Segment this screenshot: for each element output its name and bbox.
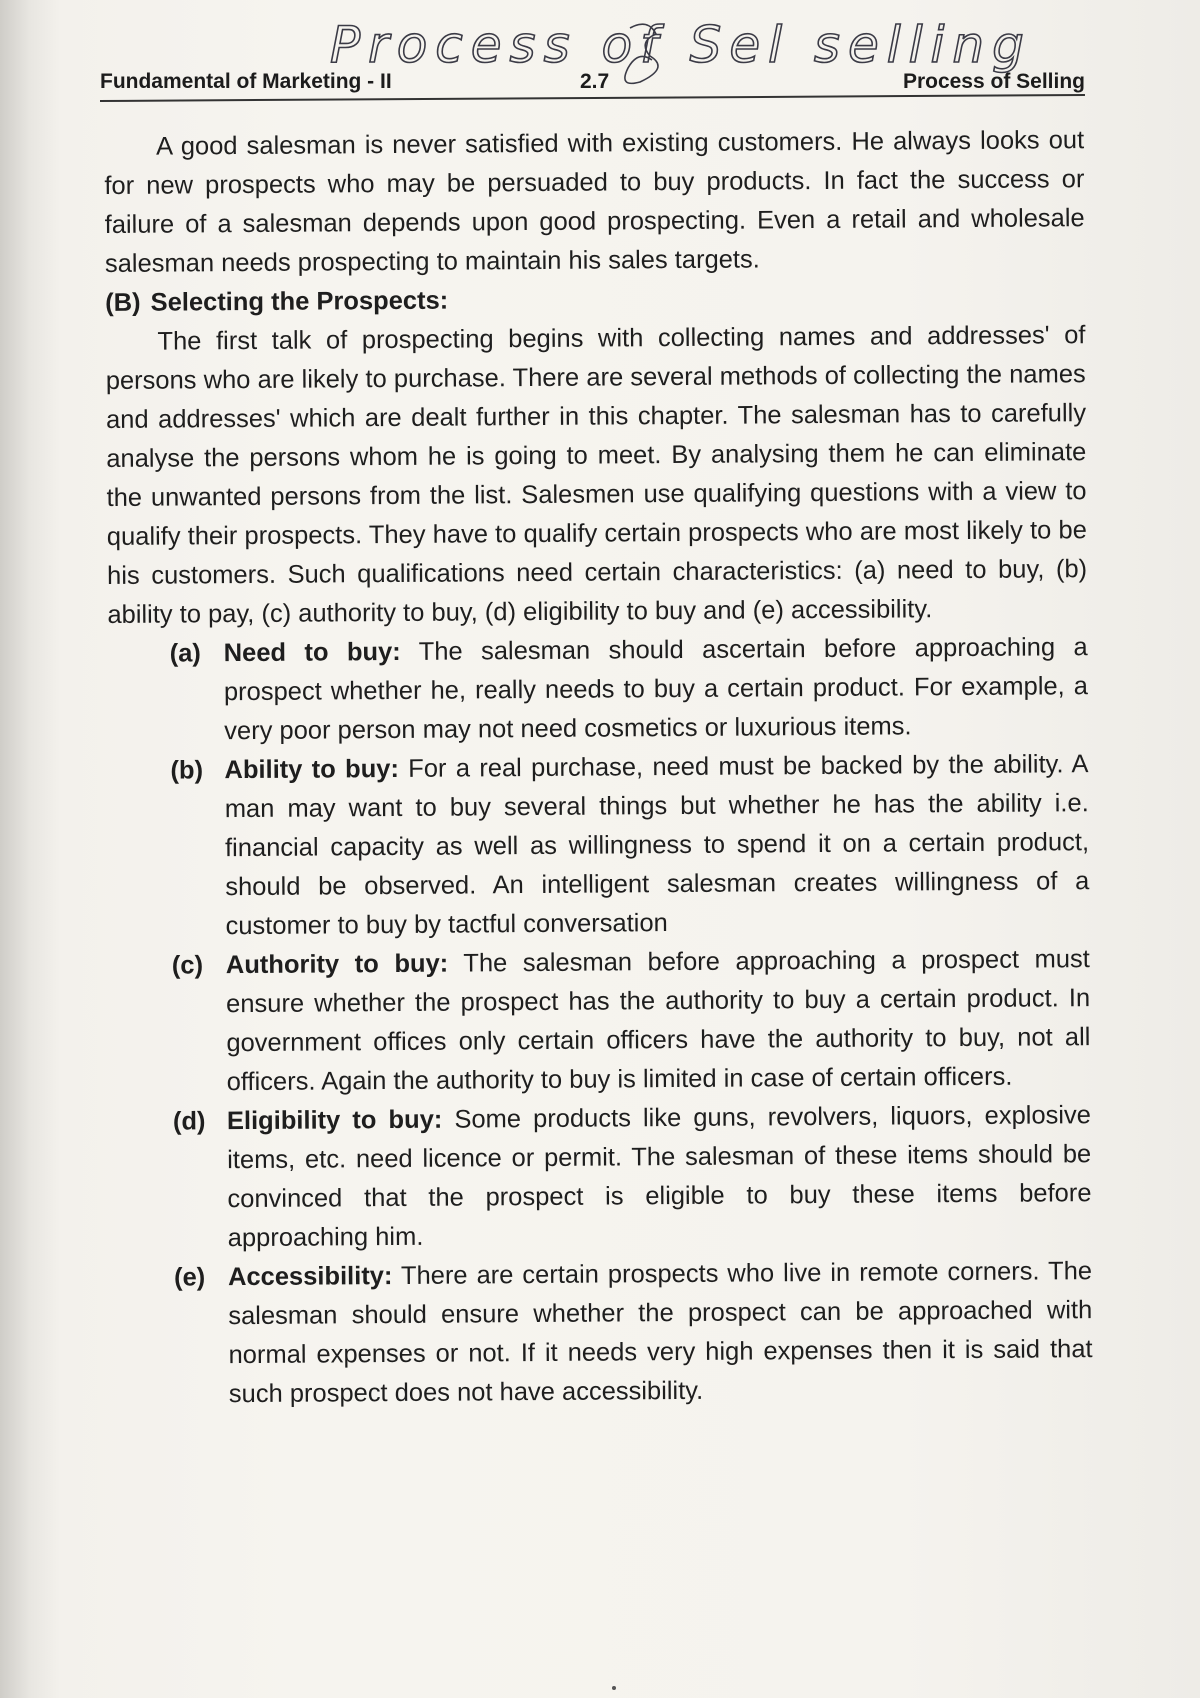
section-paragraph: The first talk of prospecting begins with collecting names and addresses' of persons who are likely to purchase. There are several methods of collecting the names and addresses' which are dealt further in this chapter. The salesman has to carefully analyse the persons whom he is going to meet. By analysing them he can eliminate the unwanted persons from the list. Salesmen use qualifying questions with a view to qualify their prospects. They have to qualify certain prospects who are most likely to be his customers. Such qualifications need certain characteristics: (a) need to buy, (b) ability to pay, (c) authority to buy, (d) eligibility to buy and (e) accessibility. bbox=[105, 321, 1088, 629]
list-item bbox=[108, 628, 1089, 752]
item-label: (e) bbox=[173, 1263, 206, 1292]
item-text: For a real purchase, need must be backed by the ability. A man may want to buy several things but whether he has the ability i.e. financial capacity as well as willingness to spend it on a certain product, should be observed. An intelligent salesman creates willingness of a customer to buy by tactful conversation bbox=[224, 750, 1090, 941]
item-term: Accessibility: bbox=[227, 1262, 393, 1292]
section-title: Selecting the Prospects: bbox=[150, 286, 449, 317]
item-label: (b) bbox=[170, 756, 204, 785]
intro-paragraph: A good salesman is never satisfied with existing customers. He always looks out for new prospects who may be persuaded to buy products. In fact the success or failure of a salesman depends upon good prospecting. Even a retail and wholesale salesman needs prospecting to maintain his sales targets. bbox=[104, 126, 1085, 278]
item-text: Some products like guns, revolvers, liquors, explosive items, etc. need licence or permit. The salesman of these items should be convinced that the prospect is eligible to buy these items before approaching him. bbox=[227, 1101, 1092, 1253]
item-term: Authority to buy: bbox=[225, 949, 449, 980]
list-item bbox=[111, 1096, 1092, 1259]
item-term: Ability to buy: bbox=[224, 754, 400, 785]
qualification-list bbox=[108, 628, 1093, 1415]
handwritten-annotation-text: Process of Sel selling bbox=[330, 16, 1032, 74]
item-text: The salesman should ascertain before approaching a prospect whether he, really needs to buy a certain product. For example, a very poor person may not need cosmetics or luxurious items. bbox=[223, 633, 1089, 746]
item-text: The salesman before approaching a prospect must ensure whether the prospect has the authority to buy a certain product. In government offices only certain officers have the authority to buy, not all officers. Again the authority to buy is limited in case of certain officers. bbox=[226, 945, 1091, 1097]
item-label: (d) bbox=[172, 1107, 206, 1136]
item-term: Eligibility to buy: bbox=[226, 1105, 443, 1136]
item-text: There are certain prospects who live in remote corners. The salesman should ensure whether the prospect can be approached with normal expenses or not. If it needs very high expenses then it is said that such prospect does not have accessibility. bbox=[228, 1257, 1093, 1409]
item-term: Need to buy: bbox=[223, 637, 401, 668]
header-page-number: 2.7 bbox=[580, 70, 610, 93]
item-label: (c) bbox=[171, 951, 204, 980]
list-item bbox=[110, 940, 1091, 1103]
page-body bbox=[104, 121, 1093, 1415]
item-label: (a) bbox=[169, 639, 201, 668]
section-heading bbox=[105, 277, 1085, 323]
header-chapter-title: Process of Selling bbox=[902, 70, 1085, 93]
header-book-title: Fundamental of Marketing - II bbox=[100, 70, 392, 93]
section-label: (B) bbox=[105, 288, 141, 317]
page-speck bbox=[612, 1686, 616, 1690]
list-item bbox=[112, 1252, 1093, 1415]
list-item bbox=[108, 745, 1089, 947]
